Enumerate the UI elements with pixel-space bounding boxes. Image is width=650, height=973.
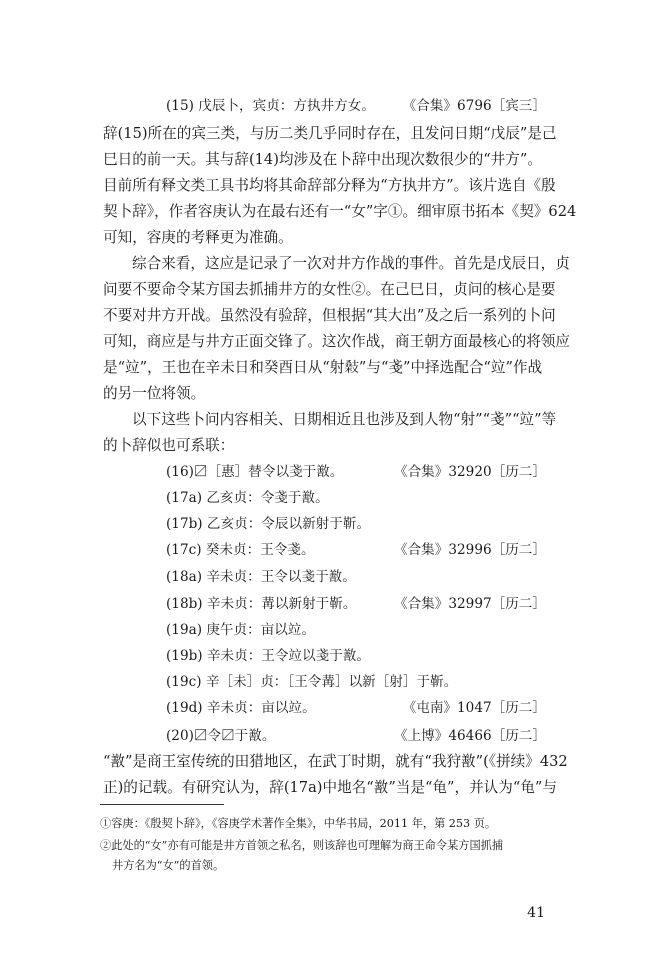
footnote-divider (100, 804, 224, 805)
paragraph-2-line: 不要对井方开战。虽然没有验辞，但根据“其大出”及之后一系列的卜问 (103, 307, 556, 324)
paragraph-1-line: 辞(15)所在的宾三类，与历二类几乎同时存在，且发问日期“戊辰”是己 (103, 125, 557, 142)
example-15-source: 《合集》6796［宾三］ (402, 98, 546, 114)
footnote-1: ①容庚：《殷契卜辞》，《容庚学术著作全集》，中华书局，2011 年，第 253 页。 (100, 817, 497, 830)
example-18b: (18b) 辛未贞：冓以新射于靳。 (166, 596, 357, 612)
paragraph-1-line: 可知，容庚的考释更为准确。 (103, 229, 293, 246)
paragraph-1-line: 目前所有释文类工具书均将其命辞部分释为“方执井方”。该片选自《殷 (103, 177, 556, 194)
example-16-source: 《合集》32920［历二］ (394, 464, 546, 480)
example-19b: (19b) 辛未贞：王令竝以戔于敾。 (166, 648, 371, 664)
example-19d-source: 《屯南》1047［历二］ (402, 700, 546, 716)
example-16: (16)〼［惠］替令以戔于敾。 (166, 464, 344, 480)
example-19d: (19d) 辛未贞：亩以竝。 (166, 700, 316, 716)
paragraph-2-line: 问要不要命令某方国去抓捕井方的女性②。在己巳日，贞问的核心是要 (103, 281, 556, 298)
footnote-2-continued: 井方名为“女”的首领。 (112, 859, 225, 872)
page-number: 41 (527, 905, 545, 921)
example-19a: (19a) 庚午贞：亩以竝。 (166, 622, 316, 638)
paragraph-2-line: 综合来看，这应是记录了一次对井方作战的事件。首先是戊辰日，贞 (132, 255, 570, 272)
paragraph-1-line: 巳日的前一天。其与辞(14)均涉及在卜辞中出现次数很少的“井方”。 (103, 151, 542, 168)
paragraph-2-line: 是“竝”，王也在辛未日和癸酉日从“射𢻚”与“戔”中择选配合“竝”作战 (103, 359, 543, 376)
example-20-source: 《上博》46466［历二］ (394, 728, 546, 744)
paragraph-2-line: 可知，商应是与井方正面交锋了。这次作战，商王朝方面最核心的将领应 (103, 333, 571, 350)
paragraph-2-line: 的另一位将领。 (103, 385, 206, 402)
paragraph-4-line: 正)的记载。有研究认为，辞(17a)中地名“敾”当是“龟”，并认为“龟”与 (103, 779, 557, 796)
example-17c: (17c) 癸未贞：王令戔。 (166, 542, 315, 558)
example-17a: (17a) 乙亥贞：令戔于敾。 (166, 490, 329, 506)
example-17b: (17b) 乙亥贞：令辰以新射于靳。 (166, 516, 371, 532)
example-17c-source: 《合集》32996［历二］ (394, 542, 546, 558)
footnote-2: ②此处的“女”亦有可能是井方首领之私名，则该辞也可理解为商王命令某方国抓捕 (100, 839, 504, 852)
paragraph-4-line: “敾”是商王室传统的田猎地区，在武丁时期，就有“我狩敾”(《拼续》432 (103, 753, 568, 770)
example-19c: (19c) 辛［未］贞：［王令冓］以新［射］于靳。 (166, 674, 458, 690)
paragraph-3-line: 的卜辞似也可系联： (103, 437, 235, 454)
paragraph-3-line: 以下这些卜问内容相关、日期相近且也涉及到人物“射”“戔”“竝”等 (132, 411, 557, 428)
paragraph-1-line: 契卜辞》，作者容庚认为在最右还有一“女”字①。细审原书拓本《契》624 (103, 203, 577, 220)
example-18a: (18a) 辛未贞：王令以戔于敾。 (166, 569, 356, 585)
example-20: (20)〼令〼于敾。 (166, 728, 276, 744)
example-18b-source: 《合集》32997［历二］ (394, 596, 546, 612)
example-15: (15) 戊辰卜，宾贞：方执井方女。 (166, 98, 375, 114)
